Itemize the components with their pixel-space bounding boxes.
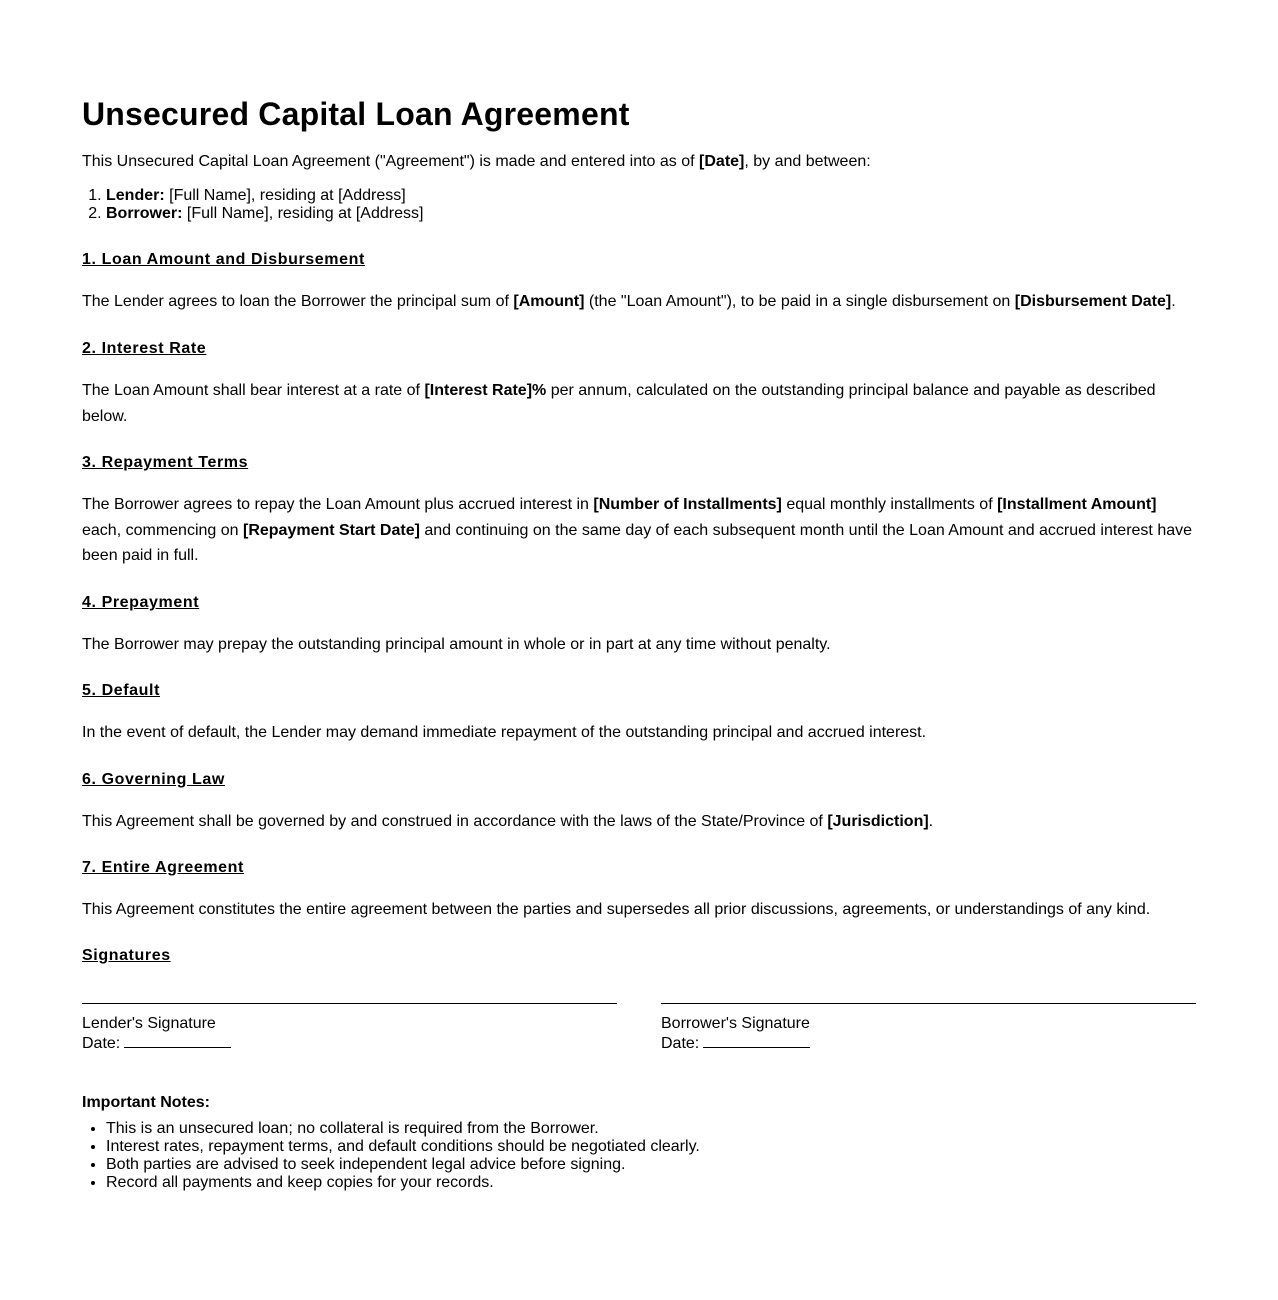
signatures-heading: Signatures: [82, 947, 171, 964]
section-loan-amount: [82, 250, 1196, 315]
party-borrower: [106, 205, 423, 223]
body-text: .: [1171, 293, 1176, 310]
section-heading: 1. Loan Amount and Disbursement: [82, 251, 365, 268]
section-body: The Borrower may prepay the outstanding principal amount in whole or in part at any time without penalty.: [82, 636, 831, 653]
section-body: This Agreement constitutes the entire agreement between the parties and supersedes all prior discussions, agreements, or understandings of any kind.: [82, 901, 1151, 918]
party-role: Lender:: [106, 187, 165, 204]
section-body: [82, 809, 1196, 835]
body-text: .: [928, 813, 934, 830]
party-detail: [Full Name], residing at [Address]: [164, 187, 406, 204]
body-text: per annum, calculated on the outstanding principal balance and payable as described below.: [82, 382, 1156, 425]
page-title: Unsecured Capital Loan Agreement: [82, 96, 630, 132]
section-body: In the event of default, the Lender may demand immediate repayment of the outstanding principal and accrued interest.: [82, 724, 927, 741]
body-text: The Lender agrees to loan the Borrower the principal sum of: [82, 293, 514, 310]
section-heading: 3. Repayment Terms: [82, 454, 249, 471]
section-default: [82, 681, 1196, 746]
signature-date: [661, 1033, 1196, 1053]
section-prepayment: [82, 593, 1196, 658]
borrower-signature-block: [661, 1003, 1196, 1053]
parties-list: [82, 187, 423, 223]
body-text: This Agreement shall be governed by and construed in accordance with the laws of the State/Province of: [82, 813, 828, 830]
placeholder-repayment-start-date: [Repayment Start Date]: [242, 521, 420, 539]
section-body: [82, 378, 1196, 429]
signature-date: [82, 1033, 617, 1053]
section-interest-rate: [82, 339, 1196, 429]
signature-line[interactable]: [82, 1003, 617, 1004]
list-item: • This is an unsecured loan; no collateral is required from the Borrower.: [106, 1120, 700, 1138]
section-heading: 2. Interest Rate: [82, 340, 207, 357]
section-heading: 7. Entire Agreement: [82, 859, 244, 876]
intro-paragraph: [82, 152, 871, 172]
list-item: • Both parties are advised to seek independent legal advice before signing.: [106, 1156, 700, 1174]
body-text: equal monthly installments of: [781, 496, 998, 513]
section-heading: 6. Governing Law: [82, 771, 225, 788]
date-blank-line[interactable]: [124, 1033, 231, 1048]
section-entire-agreement: [82, 858, 1196, 923]
body-text: (the "Loan Amount"), to be paid in a single disbursement on: [584, 293, 1015, 310]
list-item: • Interest rates, repayment terms, and default conditions should be negotiated clearly.: [106, 1138, 700, 1156]
borrower-signature-label: Borrower's Signature: [661, 1015, 810, 1032]
signature-line[interactable]: [661, 1003, 1196, 1004]
placeholder-amount: [Amount]: [513, 293, 585, 310]
placeholder-installments: [Number of Installments]: [593, 496, 782, 513]
lender-signature-block: [82, 1003, 617, 1053]
placeholder-interest-rate: [Interest Rate]%: [424, 382, 547, 399]
placeholder-jurisdiction: [Jurisdiction]: [827, 813, 929, 830]
notes-list: [82, 1120, 700, 1192]
intro-date: [Date]: [699, 153, 745, 170]
intro-text: This Unsecured Capital Loan Agreement ("Agreement") is made and entered into as of: [82, 153, 700, 170]
date-blank-line[interactable]: [703, 1033, 810, 1048]
body-text: The Borrower agrees to repay the Loan Amount plus accrued interest in: [82, 496, 594, 513]
section-heading: 5. Default: [82, 682, 161, 699]
party-role: Borrower:: [106, 205, 183, 222]
date-label: Date:: [661, 1035, 700, 1052]
body-text: The Loan Amount shall bear interest at a rate of: [82, 382, 425, 399]
body-text: and continuing on the same day of each subsequent month until the Loan Amount and accrued interest have been paid in full.: [82, 521, 1193, 564]
body-text: each, commencing on: [82, 521, 243, 539]
section-body: [82, 492, 1196, 569]
section-body: [82, 289, 1196, 315]
lender-signature-label: Lender's Signature: [82, 1015, 216, 1032]
party-detail: [Full Name], residing at [Address]: [182, 205, 424, 222]
section-governing-law: [82, 770, 1196, 835]
party-lender: [106, 187, 423, 205]
placeholder-disbursement-date: [Disbursement Date]: [1014, 293, 1172, 310]
placeholder-installment-amount: [Installment Amount]: [997, 496, 1157, 513]
intro-tail: , by and between:: [744, 153, 871, 170]
date-label: Date:: [82, 1035, 121, 1052]
section-heading: 4. Prepayment: [82, 594, 200, 611]
section-repayment-terms: [82, 453, 1196, 569]
notes-heading: Important Notes:: [82, 1094, 210, 1111]
list-item: • Record all payments and keep copies for your records.: [106, 1174, 700, 1192]
